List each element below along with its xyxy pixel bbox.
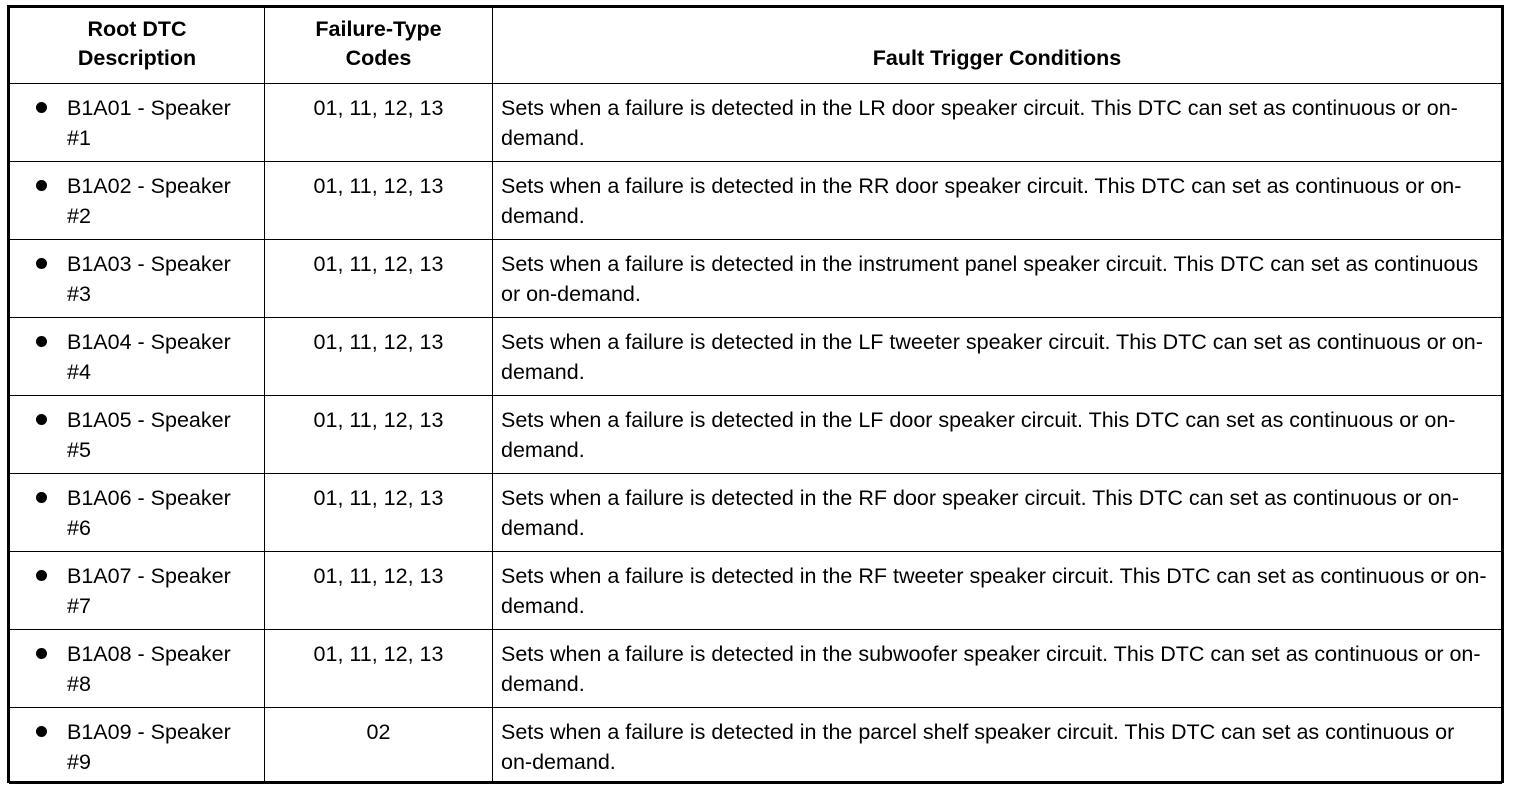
condition-cell: Sets when a failure is detected in the LF door speaker circuit. This DTC can set as continuous or on-demand. — [493, 396, 1502, 474]
condition-cell: Sets when a failure is detected in the parcel shelf speaker circuit. This DTC can set as continuous or on-demand. — [493, 708, 1502, 784]
table-row — [10, 630, 1502, 708]
dtc-cell — [10, 240, 265, 318]
bullet-icon — [36, 102, 47, 113]
bullet-icon — [36, 414, 47, 425]
codes-cell: 01, 11, 12, 13 — [265, 474, 493, 552]
codes-cell: 01, 11, 12, 13 — [265, 630, 493, 708]
codes-cell: 01, 11, 12, 13 — [265, 162, 493, 240]
codes-cell: 01, 11, 12, 13 — [265, 396, 493, 474]
table-header-row — [10, 8, 1502, 84]
table-row — [10, 84, 1502, 162]
bullet-icon — [36, 648, 47, 659]
dtc-table-container — [7, 5, 1504, 783]
bullet-icon — [36, 726, 47, 737]
codes-cell: 01, 11, 12, 13 — [265, 84, 493, 162]
dtc-label: B1A02 - Speaker #2 — [67, 174, 231, 228]
header-failure-type-codes — [265, 8, 493, 84]
header-line: Failure-Type — [315, 17, 442, 41]
dtc-cell — [10, 552, 265, 630]
condition-cell: Sets when a failure is detected in the LF tweeter speaker circuit. This DTC can set as continuous or on-demand. — [493, 318, 1502, 396]
table-row — [10, 162, 1502, 240]
condition-cell: Sets when a failure is detected in the instrument panel speaker circuit. This DTC can set as continuous or on-demand. — [493, 240, 1502, 318]
table-row — [10, 318, 1502, 396]
bullet-icon — [36, 570, 47, 581]
codes-cell: 01, 11, 12, 13 — [265, 318, 493, 396]
dtc-cell — [10, 630, 265, 708]
table-row — [10, 474, 1502, 552]
table-row — [10, 552, 1502, 630]
dtc-table — [9, 7, 1502, 784]
dtc-cell — [10, 162, 265, 240]
header-root-dtc-description — [10, 8, 265, 84]
dtc-cell — [10, 708, 265, 784]
header-line: Root DTC — [87, 17, 187, 41]
bullet-icon — [36, 336, 47, 347]
bullet-icon — [36, 258, 47, 269]
dtc-label: B1A06 - Speaker #6 — [67, 486, 231, 540]
dtc-label: B1A08 - Speaker #8 — [67, 642, 231, 696]
dtc-label: B1A04 - Speaker #4 — [67, 330, 231, 384]
dtc-label: B1A07 - Speaker #7 — [67, 564, 231, 618]
header-fault-trigger-conditions: Fault Trigger Conditions — [493, 8, 1502, 84]
header-line: Codes — [345, 46, 412, 70]
dtc-label: B1A01 - Speaker #1 — [67, 96, 231, 150]
dtc-label: B1A09 - Speaker #9 — [67, 720, 231, 774]
codes-cell: 01, 11, 12, 13 — [265, 552, 493, 630]
dtc-cell — [10, 318, 265, 396]
dtc-label: B1A03 - Speaker #3 — [67, 252, 231, 306]
condition-cell: Sets when a failure is detected in the LR door speaker circuit. This DTC can set as continuous or on-demand. — [493, 84, 1502, 162]
dtc-cell — [10, 84, 265, 162]
bullet-icon — [36, 492, 47, 503]
bullet-icon — [36, 180, 47, 191]
codes-cell: 02 — [265, 708, 493, 784]
dtc-cell — [10, 474, 265, 552]
dtc-label: B1A05 - Speaker #5 — [67, 408, 231, 462]
codes-cell: 01, 11, 12, 13 — [265, 240, 493, 318]
header-line: Description — [77, 46, 197, 70]
table-row — [10, 396, 1502, 474]
condition-cell: Sets when a failure is detected in the RR door speaker circuit. This DTC can set as continuous or on-demand. — [493, 162, 1502, 240]
condition-cell: Sets when a failure is detected in the RF tweeter speaker circuit. This DTC can set as continuous or on-demand. — [493, 552, 1502, 630]
table-row — [10, 708, 1502, 784]
condition-cell: Sets when a failure is detected in the subwoofer speaker circuit. This DTC can set as continuous or on-demand. — [493, 630, 1502, 708]
table-row — [10, 240, 1502, 318]
dtc-cell — [10, 396, 265, 474]
condition-cell: Sets when a failure is detected in the RF door speaker circuit. This DTC can set as continuous or on-demand. — [493, 474, 1502, 552]
